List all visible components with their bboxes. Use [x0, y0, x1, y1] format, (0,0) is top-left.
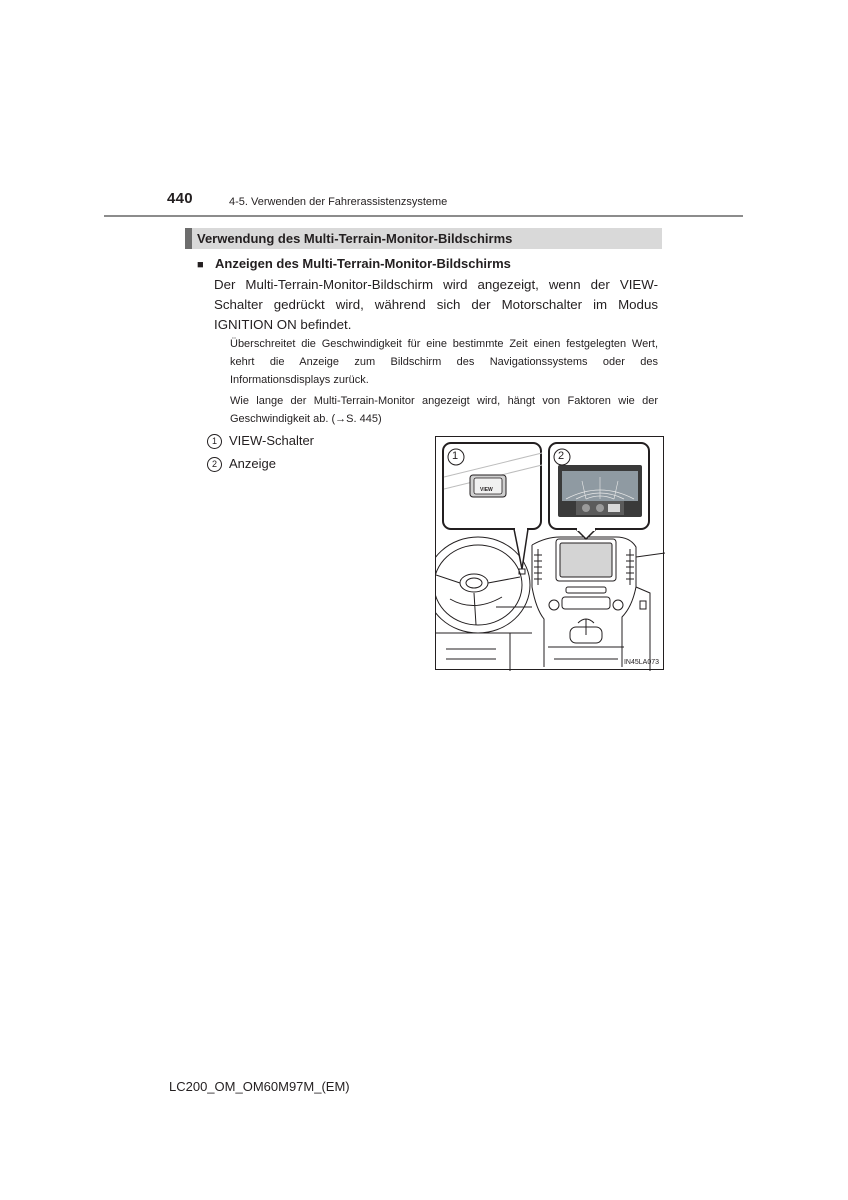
note-paragraph: Wie lange der Multi-Terrain-Monitor angezeigt wird, hängt von Faktoren wie der Geschwindigkeit ab. (→S. 445)	[230, 395, 658, 425]
dashboard-drawing	[436, 437, 665, 671]
legend-item	[207, 456, 276, 472]
page-number: 440	[167, 190, 193, 207]
footer-code: LC200_OM_OM60M97M_(EM)	[169, 1079, 350, 1094]
legend-item	[207, 433, 314, 449]
section-title: 4-5. Verwenden der Fahrerassistenzsysteme	[229, 196, 448, 208]
callout-2-number: 2	[558, 450, 565, 462]
steering-wheel-rim	[436, 537, 530, 633]
callout-number: 2	[207, 457, 222, 472]
dashboard-illustration	[435, 436, 664, 670]
sub-heading	[197, 256, 511, 271]
steering-wheel-hub	[460, 574, 488, 592]
legend-label: Anzeige	[229, 456, 276, 471]
callout-number: 1	[207, 434, 222, 449]
display-screen	[560, 543, 612, 577]
square-bullet-icon: ■	[197, 259, 204, 271]
sub-heading-text: Anzeigen des Multi-Terrain-Monitor-Bildschirms	[215, 256, 511, 271]
note-paragraph: Überschreitet die Geschwindigkeit für eine bestimmte Zeit einen festgelegten Wert, kehrt die Anzeige zum Bildschirm des Navigationssystems oder des Informationsdisplays zurück.	[230, 338, 658, 386]
heading-bar	[185, 228, 662, 249]
callout-1-number: 1	[452, 450, 459, 462]
heading-title: Verwendung des Multi-Terrain-Monitor-Bildschirms	[197, 231, 513, 246]
legend-label: VIEW-Schalter	[229, 433, 315, 448]
header-rule	[104, 215, 743, 217]
view-button-label: VIEW	[480, 487, 493, 493]
figure-code: IN45LA073	[623, 659, 659, 666]
body-paragraph: Der Multi-Terrain-Monitor-Bildschirm wird angezeigt, wenn der VIEW-Schalter gedrückt wird, während sich der Motorschalter im Modus IGNITION ON befindet.	[214, 277, 658, 332]
